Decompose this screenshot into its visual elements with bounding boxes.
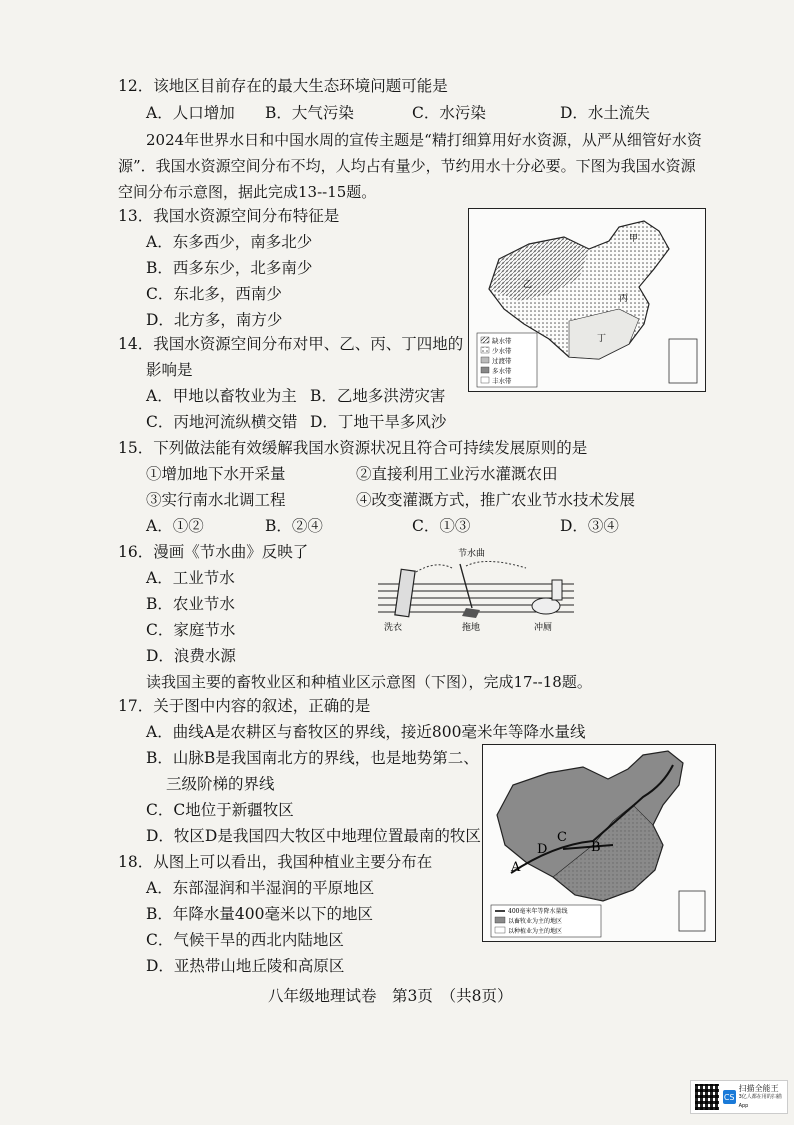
- q17-option-c: C．C地位于新疆牧区: [146, 801, 294, 819]
- q13-stem: 13．我国水资源空间分布特征是: [118, 207, 340, 225]
- q18-option-d: D．亚热带山地丘陵和高原区: [146, 957, 345, 975]
- q17-option-b-line1: B．山脉B是我国南北方的界线，也是地势第二、: [146, 749, 479, 767]
- q17-option-b-line2: 三级阶梯的界线: [166, 775, 275, 793]
- agriculture-map-graphic: [483, 745, 715, 941]
- cartoon-graphic: [376, 546, 576, 634]
- map1-legend-2: 过渡带: [492, 357, 512, 365]
- q16-option-d: D．浪费水源: [146, 647, 236, 665]
- q15-option-d: D．③④: [560, 517, 619, 535]
- q18-stem: 18．从图上可以看出，我国种植业主要分布在: [118, 853, 433, 871]
- q16-option-a: A．工业节水: [146, 569, 235, 587]
- q17-option-d: D．牧区D是我国四大牧区中地理位置最南的牧区: [146, 827, 481, 845]
- page-footer: 八年级地理试卷 第3页 （共8页）: [268, 987, 513, 1005]
- q14-option-c: C．丙地河流纵横交错: [146, 413, 298, 431]
- q15-option-a: A．①②: [146, 517, 204, 535]
- q18-option-c: C．气候干旱的西北内陆地区: [146, 931, 344, 949]
- q16-option-b: B．农业节水: [146, 595, 235, 613]
- map1-legend-3: 多水带: [492, 367, 512, 375]
- q16-option-c: C．家庭节水: [146, 621, 236, 639]
- map2-legend-0: 400毫米年等降水量线: [508, 908, 568, 915]
- badge-name: 扫描全能王: [738, 1083, 779, 1093]
- label-D: D: [537, 842, 548, 857]
- map1-legend-1: 少水带: [492, 347, 512, 355]
- map2-legend-1: 以畜牧业为主的地区: [508, 918, 563, 925]
- intro-13-15-line3: 空间分布示意图，据此完成13--15题。: [118, 183, 377, 201]
- q17-option-a: A．曲线A是农耕区与畜牧区的界线，接近800毫米年等降水量线: [146, 723, 586, 741]
- q12-option-a: A．人口增加: [146, 104, 235, 122]
- scanner-badge: [690, 1080, 788, 1114]
- label-A: A: [511, 860, 521, 875]
- water-map-graphic: [469, 209, 705, 391]
- water-resources-map: [468, 208, 706, 392]
- cartoon-label-1: 洗衣: [384, 623, 403, 633]
- q14-stem-line1: 14．我国水资源空间分布对甲、乙、丙、丁四地的: [118, 335, 464, 353]
- q15-statement-4: ④改变灌溉方式，推广农业节水技术发展: [356, 491, 636, 509]
- q15-statement-3: ③实行南水北调工程: [146, 491, 286, 509]
- qr-code-icon: [695, 1084, 719, 1110]
- cartoon-title: 节水曲: [458, 549, 486, 559]
- label-C: C: [557, 830, 567, 845]
- q18-option-b: B．年降水量400毫米以下的地区: [146, 905, 373, 923]
- q13-option-c: C．东北多，西南少: [146, 285, 282, 303]
- q14-option-b: B．乙地多洪涝灾害: [310, 387, 446, 405]
- badge-subtitle: 3亿人都在用的扫描App: [738, 1093, 782, 1109]
- q13-option-d: D．北方多，南方少: [146, 311, 283, 329]
- water-saving-cartoon: [376, 546, 576, 634]
- map2-legend-2: 以种植业为主的地区: [508, 928, 563, 935]
- cartoon-label-3: 冲厕: [534, 623, 553, 633]
- cartoon-label-2: 拖地: [462, 623, 481, 633]
- q13-option-a: A．东多西少，南多北少: [146, 233, 313, 251]
- q14-option-a: A．甲地以畜牧业为主: [146, 387, 297, 405]
- q12-stem: 12．该地区目前存在的最大生态环境问题可能是: [118, 77, 448, 95]
- q15-stem: 15．下列做法能有效缓解我国水资源状况且符合可持续发展原则的是: [118, 439, 588, 457]
- label-B: B: [591, 840, 601, 855]
- label-ding: 丁: [597, 334, 607, 344]
- q15-option-b: B．②④: [265, 517, 323, 535]
- intro-13-15-line1: 2024年世界水日和中国水周的宣传主题是“精打细算用好水资源，从严从细管好水资: [146, 131, 702, 149]
- q17-stem: 17．关于图中内容的叙述，正确的是: [118, 697, 371, 715]
- map1-legend-4: 丰水带: [492, 377, 512, 385]
- label-yi: 乙: [523, 280, 533, 290]
- agriculture-regions-map: [482, 744, 716, 942]
- q15-option-c: C．①③: [412, 517, 471, 535]
- intro-17-18: 读我国主要的畜牧业区和种植业区示意图（下图），完成17--18题。: [146, 673, 592, 691]
- q15-statement-1: ①增加地下水开采量: [146, 465, 286, 483]
- label-bing: 丙: [619, 294, 629, 304]
- q12-option-d: D．水土流失: [560, 104, 650, 122]
- q12-option-c: C．水污染: [412, 104, 486, 122]
- intro-13-15-line2: 源”．我国水资源空间分布不均，人均占有量少，节约用水十分必要。下图为我国水资源: [118, 157, 696, 175]
- q16-stem: 16．漫画《节水曲》反映了: [118, 543, 309, 561]
- q14-stem-line2: 影响是: [146, 361, 193, 379]
- badge-text: [739, 1084, 787, 1111]
- q12-option-b: B．大气污染: [265, 104, 354, 122]
- q18-option-a: A．东部湿润和半湿润的平原地区: [146, 879, 375, 897]
- q13-option-b: B．西多东少，北多南少: [146, 259, 313, 277]
- label-jia: 甲: [629, 234, 639, 244]
- q15-statement-2: ②直接利用工业污水灌溉农田: [356, 465, 558, 483]
- q14-option-d: D．丁地干旱多风沙: [310, 413, 447, 431]
- camscanner-logo-icon: CS: [723, 1090, 736, 1104]
- map1-legend-0: 缺水带: [492, 337, 512, 345]
